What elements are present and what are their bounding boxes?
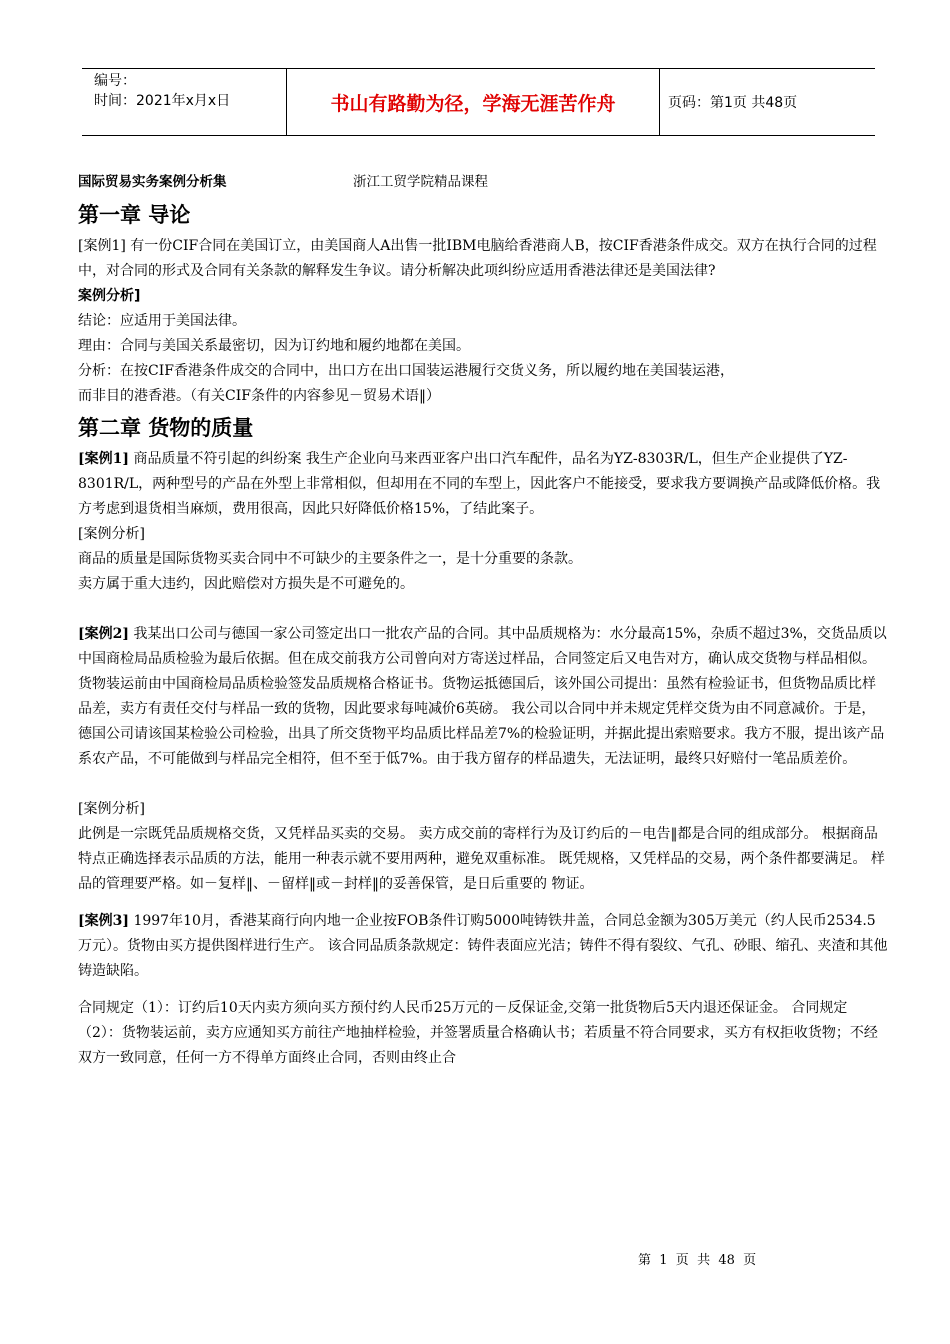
number-label: 编号：	[94, 73, 136, 89]
course-subheader	[78, 170, 888, 196]
case-text: 商品质量不符引起的纠纷案 我生产企业向马来西亚客户出口汽车配件，品名为YZ-8303R/L，但生产企业提供了YZ-8301R/L，两种型号的产品在外型上非常相似，但却用在不同的车型上，因此客户不能接受，要求我方要调换产品或降低价格。我方考虑到退货相当麻烦，费用很高，因此只好降低价格15%，了结此案子。	[78, 451, 881, 517]
page-footer: 第 1 页 共 48 页	[638, 1253, 757, 1268]
chapter-1-title: 第一章 导论	[78, 203, 191, 227]
chapter-2-case-3	[78, 909, 888, 984]
document-body	[78, 170, 888, 1071]
spacer	[78, 984, 888, 996]
course-name: 浙江工贸学院精品课程	[353, 174, 488, 190]
case-analysis-heading: [案例分析]	[78, 801, 145, 817]
analysis-text: 卖方属于重大违约，因此赔偿对方损失是不可避免的。	[78, 576, 414, 592]
analysis-text: 此例是一宗既凭品质规格交货，又凭样品买卖的交易。 卖方成交前的寄样行为及订约后的－电告‖都是合同的组成部分。 根据商品特点正确选择表示品质的方法，能用一种表示就不要用两种，避免双重标准。 既凭规格，又凭样品的交易，两个条件都要满足。 样品的管理要严格。如－复样‖、－留样‖或－封样‖的妥善保管，是日后重要的 物证。	[78, 826, 885, 892]
header-meta	[94, 71, 284, 111]
analysis-text: 商品的质量是国际货物买卖合同中不可缺少的主要条件之一，是十分重要的条款。	[78, 551, 582, 567]
case-analysis-heading: 案例分析]	[78, 288, 141, 304]
chapter-2-case-2	[78, 622, 888, 772]
spacer	[78, 897, 888, 909]
case-label: [案例1]	[78, 451, 129, 467]
spacer	[78, 597, 888, 622]
case-analysis-heading: [案例分析]	[78, 526, 145, 542]
header-motto: 书山有路勤为径，学海无涯苦作舟	[330, 92, 616, 115]
chapter-2-title: 第二章 货物的质量	[78, 416, 254, 440]
spacer	[78, 772, 888, 797]
analysis-text-cont: 而非目的港香港。（有关CIF条件的内容参见－贸易术语‖）	[78, 388, 440, 404]
analysis-text: 分析：在按CIF香港条件成交的合同中，出口方在出口国装运港履行交货义务，所以履约地在美国装运港，	[78, 363, 734, 379]
chapter-1-case-1: [案例1] 有一份CIF合同在美国订立，由美国商人A出售一批IBM电脑给香港商人B，按CIF香港条件成交。双方在执行合同的过程中，对合同的形式及合同有关条款的解释发生争议。请分析解决此项纠纷应适用香港法律还是美国法律?	[78, 238, 877, 279]
header-page-info: 页码：第1页 共48页	[668, 95, 798, 111]
case-label: [案例3]	[78, 913, 129, 929]
page-header	[82, 68, 875, 136]
reason-text: 理由：合同与美国关系最密切，因为订约地和履约地都在美国。	[78, 338, 470, 354]
case-text: 1997年10月，香港某商行向内地一企业按FOB条件订购5000吨铸铁井盖，合同总金额为305万美元（约人民币2534.5万元）。货物由买方提供图样进行生产。 该合同品质条款规定：铸件表面应光洁；铸件不得有裂纹、气孔、砂眼、缩孔、夹渣和其他铸造缺陷。	[78, 913, 888, 979]
case-label: [案例2]	[78, 626, 129, 642]
conclusion-text: 结论：应适用于美国法律。	[78, 313, 246, 329]
case-text: 我某出口公司与德国一家公司签定出口一批农产品的合同。其中品质规格为：水分最高15%，杂质不超过3%，交货品质以中国商检局品质检验为最后依据。但在成交前我方公司曾向对方寄送过样品，合同签定后又电告对方，确认成交货物与样品相似。货物装运前由中国商检局品质检验签发品质规格合格证书。货物运抵德国后，该外国公司提出：虽然有检验证书，但货物品质比样品差，卖方有责任交付与样品一致的货物，因此要求每吨减价6英磅。 我公司以合同中并未规定凭样交货为由不同意减价。于是，德国公司请该国某检验公司检验，出具了所交货物平均品质比样品差7%的检验证明，并据此提出索赔要求。我方不服，提出该产品系农产品，不可能做到与样品完全相符，但不至于低7%。由于我方留存的样品遗失，无法证明，最终只好赔付一笔品质差价。	[78, 626, 887, 767]
collection-title: 国际贸易实务案例分析集	[78, 174, 227, 190]
time-label: 时间：2021年x月x日	[94, 93, 231, 109]
chapter-2-case-1	[78, 447, 888, 522]
header-divider	[659, 69, 660, 135]
contract-terms: 合同规定（1）：订约后10天内卖方须向买方预付约人民币25万元的－反保证金,交第一批货物后5天内退还保证金。 合同规定（2）：货物装运前，卖方应通知买方前往产地抽样检验，并签署质量合格确认书；若质量不符合同要求，买方有权拒收货物；不经双方一致同意，任何一方不得单方面终止合同，否则由终止合	[78, 1000, 878, 1066]
